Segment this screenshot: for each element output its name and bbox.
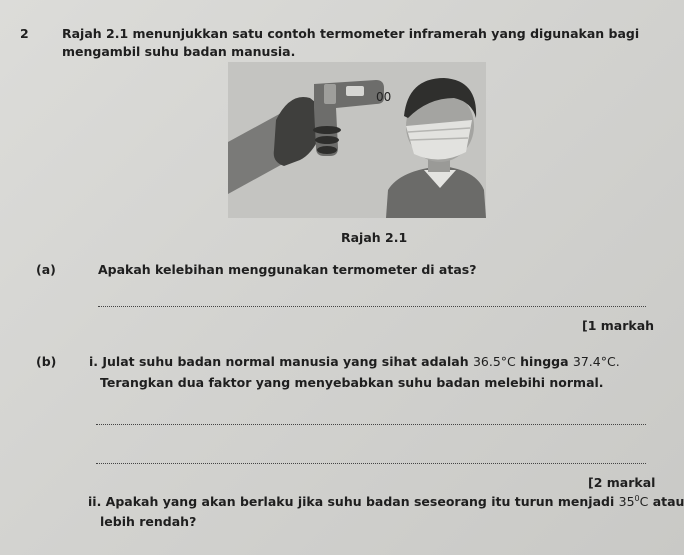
- thermometer-illustration: [228, 62, 486, 218]
- part-b-ii-question-line2: lebih rendah?: [100, 514, 197, 529]
- question-number: 2: [20, 26, 29, 41]
- part-b-ii-question: ii. Apakah yang akan berlaku jika suhu badan seseorang itu turun menjadi $35^0C$ atau: [88, 494, 684, 510]
- thermometer-display-reading: 00: [376, 90, 392, 104]
- part-a-question: Apakah kelebihan menggunakan termometer di atas?: [98, 262, 477, 277]
- figure-caption: Rajah 2.1: [341, 230, 408, 245]
- part-b-answer-line-2: [96, 463, 646, 464]
- part-b-i-question: i. Julat suhu badan normal manusia yang sihat adalah 36.5°C hingga 37.4°C.: [89, 354, 620, 369]
- part-a-answer-line: [98, 306, 646, 307]
- part-a-marks: [1 markah: [582, 318, 655, 333]
- part-b-label: (b): [36, 354, 57, 369]
- part-b-i-instruction: Terangkan dua faktor yang menyebabkan suhu badan melebihi normal.: [100, 375, 604, 390]
- part-a-label: (a): [36, 262, 56, 277]
- part-b-marks: [2 markal: [588, 475, 656, 490]
- question-intro-line2: mengambil suhu badan manusia.: [62, 44, 296, 59]
- question-intro-line1: Rajah 2.1 menunjukkan satu contoh termometer inframerah yang digunakan bagi: [62, 26, 640, 41]
- part-b-answer-line-1: [96, 424, 646, 425]
